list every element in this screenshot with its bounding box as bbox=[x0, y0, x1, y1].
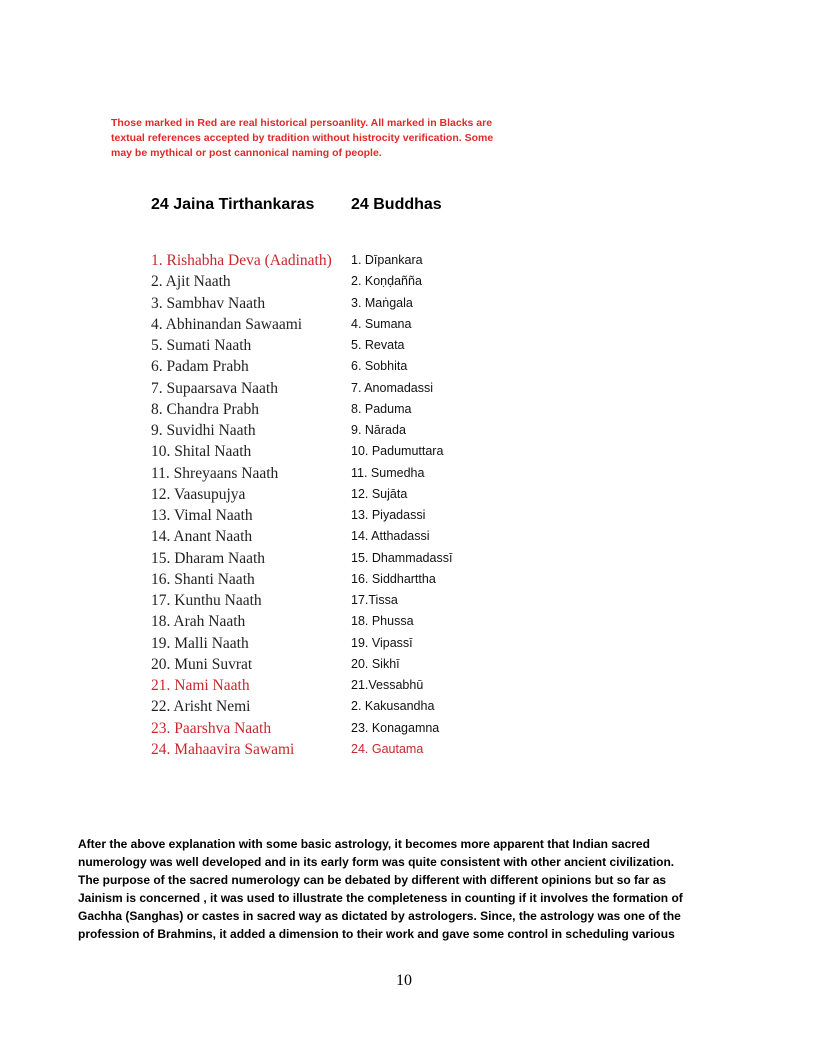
tirthankara-item: 18. Arah Naath bbox=[151, 613, 246, 631]
buddha-item: 3. Maṅgala bbox=[351, 295, 413, 310]
tirthankara-item: 12. Vaasupujya bbox=[151, 485, 246, 503]
tirthankara-item: 4. Abhinandan Sawaami bbox=[151, 315, 303, 333]
tirthankara-item: 23. Paarshva Naath bbox=[151, 719, 272, 737]
tirthankara-item: 3. Sambhav Naath bbox=[151, 294, 266, 312]
tirthankara-item: 21. Nami Naath bbox=[151, 677, 250, 694]
tirthankara-item: 5. Sumati Naath bbox=[151, 337, 252, 354]
buddhas-list bbox=[351, 250, 452, 760]
note-line: may be mythical or post cannonical naming of people. bbox=[111, 147, 382, 159]
tirthankara-item: 10. Shital Naath bbox=[151, 443, 252, 461]
buddha-item: 18. Phussa bbox=[351, 614, 414, 629]
buddha-item: 9. Nārada bbox=[351, 423, 406, 437]
tirthankaras-list bbox=[151, 250, 332, 760]
buddha-item: 16. Siddharttha bbox=[351, 571, 436, 586]
buddha-item: 6. Sobhita bbox=[351, 359, 408, 374]
tirthankara-item: 17. Kunthu Naath bbox=[151, 592, 262, 609]
tirthankara-item: 8. Chandra Prabh bbox=[151, 400, 260, 418]
tirthankara-item: 13. Vimal Naath bbox=[151, 507, 253, 524]
paragraph-line: profession of Brahmins, it added a dimension to their work and gave some control in scheduling various bbox=[78, 927, 675, 941]
buddha-item: 12. Sujāta bbox=[351, 486, 408, 501]
tirthankara-item: 24. Mahaavira Sawami bbox=[151, 740, 295, 758]
buddhas-heading: 24 Buddhas bbox=[351, 196, 442, 213]
tirthankara-item: 15. Dharam Naath bbox=[151, 549, 266, 567]
paragraph-line: Jainism is concerned , it was used to illustrate the completeness in counting if it involves the formation of bbox=[78, 891, 683, 905]
buddha-item: 13. Piyadassi bbox=[351, 508, 426, 522]
tirthankara-item: 16. Shanti Naath bbox=[151, 570, 255, 588]
tirthankaras-heading: 24 Jaina Tirthankaras bbox=[151, 196, 315, 213]
paragraph-line: After the above explanation with some basic astrology, it becomes more apparent that Indian sacred bbox=[78, 837, 650, 851]
body-paragraph bbox=[78, 835, 738, 943]
buddha-item: 19. Vipassī bbox=[351, 635, 413, 650]
buddha-item: 17.Tissa bbox=[351, 593, 398, 607]
buddha-item: 24. Gautama bbox=[351, 741, 424, 756]
buddha-item: 2. Kakusandha bbox=[351, 699, 435, 714]
tirthankara-item: 20. Muni Suvrat bbox=[151, 655, 253, 673]
paragraph-line: Gachha (Sanghas) or castes in sacred way as dictated by astrologers. Since, the astrology was one of the bbox=[78, 909, 681, 923]
color-legend-note bbox=[111, 116, 511, 161]
tirthankara-item: 7. Supaarsava Naath bbox=[151, 379, 278, 397]
tirthankara-item: 9. Suvidhi Naath bbox=[151, 422, 256, 439]
buddha-item: 8. Paduma bbox=[351, 401, 412, 416]
tirthankara-item: 6. Padam Prabh bbox=[151, 358, 249, 376]
tirthankara-item: 1. Rishabha Deva (Aadinath) bbox=[151, 252, 332, 269]
buddha-item: 10. Padumuttara bbox=[351, 444, 444, 459]
tirthankara-item: 22. Arisht Nemi bbox=[151, 698, 251, 716]
buddha-item: 7. Anomadassi bbox=[351, 380, 433, 395]
note-line: Those marked in Red are real historical persoanlity. All marked in Blacks are bbox=[111, 117, 493, 129]
buddha-item: 21.Vessabhū bbox=[351, 678, 424, 692]
tirthankara-item: 11. Shreyaans Naath bbox=[151, 464, 279, 482]
buddha-item: 4. Sumana bbox=[351, 316, 412, 331]
buddha-item: 11. Sumedha bbox=[351, 465, 425, 480]
buddha-item: 14. Atthadassi bbox=[351, 529, 430, 544]
paragraph-line: numerology was well developed and in its early form was quite consistent with other ancient civilization. bbox=[78, 855, 675, 869]
buddha-item: 2. Koṇḍañña bbox=[351, 274, 422, 289]
buddha-item: 5. Revata bbox=[351, 338, 405, 352]
buddha-item: 1. Dīpankara bbox=[351, 253, 423, 267]
buddha-item: 23. Konagamna bbox=[351, 720, 440, 735]
note-line: textual references accepted by tradition without histrocity verification. Some bbox=[111, 132, 494, 144]
tirthankara-item: 14. Anant Naath bbox=[151, 528, 253, 546]
buddha-item: 20. Sikhī bbox=[351, 656, 400, 671]
page-number: 10 bbox=[396, 972, 412, 989]
tirthankara-item: 2. Ajit Naath bbox=[151, 273, 231, 291]
tirthankara-item: 19. Malli Naath bbox=[151, 634, 249, 652]
paragraph-line: The purpose of the sacred numerology can be debated by different with different opinions but so far as bbox=[78, 873, 667, 887]
buddha-item: 15. Dhammadassī bbox=[351, 550, 453, 565]
